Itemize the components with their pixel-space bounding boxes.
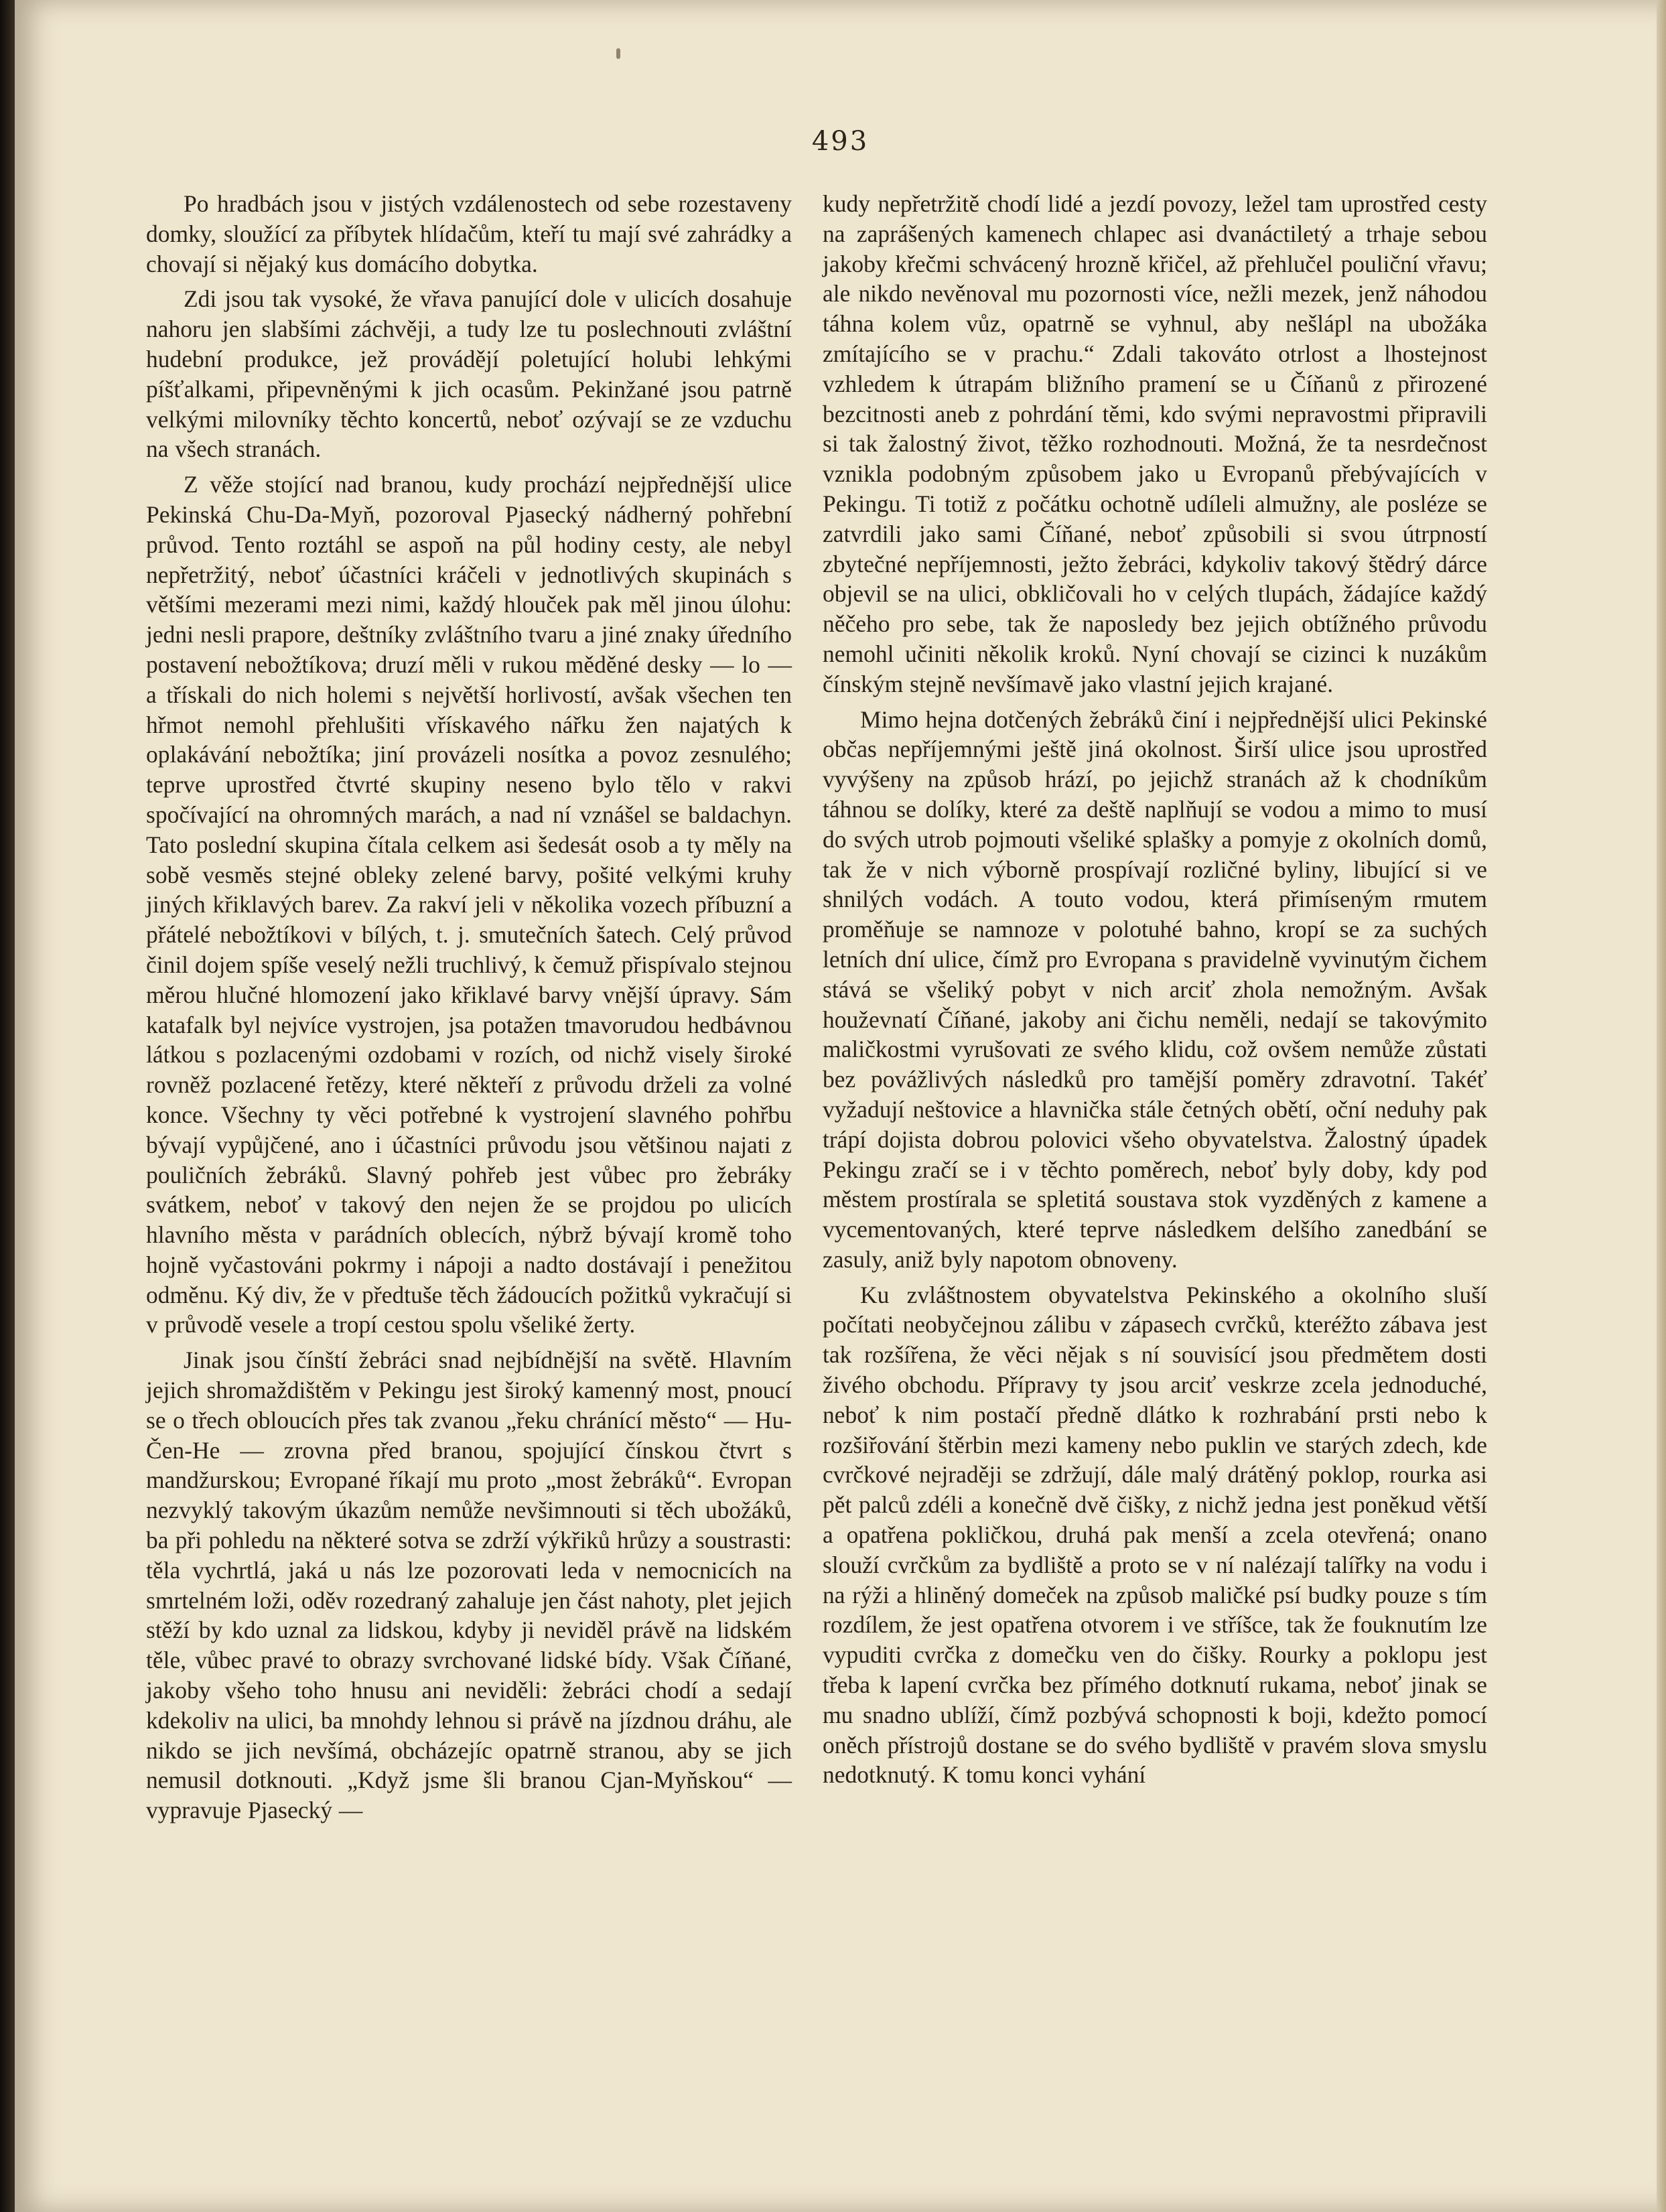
paragraph-right-1: kudy nepřetržitě chodí lidé a jezdí povozy, ležel tam uprostřed cesty na zaprášených kamenech chlapec asi dvanáctiletý a trhaje sebou jakoby křečmi schvácený hrozně křičel, až přehlučel pouliční vřavu; ale nikdo nevěnoval mu pozornosti více, nežli mezek, jenž náhodou táhna kolem vůz, opatrně se vyhnul, aby nešlápl na ubožáka zmítajícího se v prachu.“ Zdali takováto otrlost a lhostejnost vzhledem k útrapám bližního pramení se u Číňanů z přirozené bezcitnosti aneb z pohrdání těmi, kdo svými nepravostmi připravili si tak žalostný život, těžko rozhodnouti. Možná, že ta nesrdečnost vznikla podobným způsobem jako u Evropanů přebývajících v Pekingu. Ti totiž z počátku ochotně udíleli almužny, ale posléze se zatvrdili jako sami Číňané, neboť způsobili si svou útrpností zbytečné nepříjemnosti, ježto žebráci, kdykoliv takový štědrý dárce objevil se na ulici, obkličovali ho v celých tlupách, žádajíce každý něčeho pro sebe, tak že naposledy bez jejich obtížného průvodu nemohl učiniti několik kroků. Nyní chovají se cizinci k nuzákům čínským stejně nevšímavě jako vlastní jejich krajané. [823,190,1487,697]
paragraph-right-3: Ku zvláštnostem obyvatelstva Pekinského a okolního sluší počítati neobyčejnou zálibu v zápasech cvrčků, kteréžto zábava jest tak rozšířena, že věci nějak s ní souvisící jsou předmětem dosti živého obchodu. Přípravy ty jsou arciť veskrze zcela jednoduché, neboť k nim postačí předně dlátko k rozhrabání prsti nebo k rozšiřování štěrbin mezi kameny nebo puklin ve starých zdech, kde cvrčkové nejraději se zdržují, dále malý drátěný poklop, rourka asi pět palců zdéli a konečně dvě čišky, z nichž jedna jest poněkud větší a opatřena pokličkou, druhá pak menší a zcela otevřená; onano slouží cvrčkům za bydliště a proto se v ní nalézají talířky na vodu i na rýži a hliněný domeček na způsob maličké psí budky pouze s tím rozdílem, že jest opatřena otvorem i ve stříšce, tak že fouknutím lze vypuditi cvrčka z domečku ven do čišky. Rourky a poklopu jest třeba k lapení cvrčka bez přímého dotknutí rukama, neboť jinak se mu snadno ublíží, čímž pozbývá schopnosti k boji, kdežto pomocí oněch přístrojů dostane se do svého bydliště v pravém slova smyslu nedotknutý. K tomu konci vyhání [823,1281,1487,1789]
paragraph-left-4: Jinak jsou čínští žebráci snad nejbídnější na světě. Hlavním jejich shromaždištěm v Pekingu jest široký kamenný most, pnoucí se o třech obloucích přes tak zvanou „řeku chránící město“ — Hu-Čen-He — zrovna před branou, spojující čínskou čtvrt s mandžurskou; Evropané říkají mu proto „most žebráků“. Evropan nezvyklý takovým úkazům nemůže nevšimnouti si těch ubožáků, ba při pohledu na některé sotva se zdrží výkřiků hrůzy a soustrasti: těla vychrtlá, jaká u nás lze pozorovati leda v nemocnicích na smrtelném loži, oděv rozedraný zahaluje jen část nahoty, plet jejich stěží by kdo uznal za lidskou, kdyby ji neviděl právě na lidském těle, vůbec pravé to obrazy svrchované lidské bídy. Však Číňané, jakoby všeho toho hnusu ani neviděli: žebráci chodí a sedají kdekoliv na ulici, ba mnohdy lehnou si právě na jízdnou dráhu, ale nikdo se jich nevšímá, obcházejíc opatrně stranou, aby se jich nemusil dotknouti. „Když jsme šli branou Cjan-Myňskou“ — vypravuje Pjasecký — [146,1346,792,1824]
page-number: 493 [811,126,870,157]
book-page [15,0,1666,2212]
paragraph-left-1: Po hradbách jsou v jistých vzdálenostech od sebe rozestaveny domky, sloužící za příbytek hlídačům, kteří tu mají své zahrádky a chovají si nějaký kus domácího dobytka. [146,190,792,277]
scan-edge [1657,0,1666,2212]
paragraph-right-2: Mimo hejna dotčených žebráků činí i nejpřednější ulici Pekinské občas nepříjemnými ještě jiná okolnost. Širší ulice jsou uprostřed vyvýšeny na způsob hrází, po jejichž stranách až k chodníkům táhnou se dolíky, které za deště naplňují se vodou a mimo to musí do svých utrob pojmouti všeliké splašky a pomyje z okolních domů, tak že v nich výborně prospívají rozličné byliny, libující si ve shnilých vodách. A touto vodou, která přimíseným rmutem proměňuje se namnoze v polotuhé bahno, kropí se za suchých letních dní ulice, čímž pro Evropana s pravidelně vyvinutým čichem stává se všeliký pobyt v nich arciť zhola nemožným. Avšak houževnatí Číňané, jakoby ani čichu neměli, nedají se takovýmito maličkostmi vyrušovati ze svého klidu, což ovšem nemůže zůstati bez povážlivých následků pro tamější poměry zdravotní. Takéť vyžadují neštovice a hlavnička stále četných obětí, oční neduhy pak trápí dojista dobrou polovici všeho obyvatelstva. Žalostný úpadek Pekingu zračí se i v těchto poměrech, neboť byly doby, kdy pod městem prostírala se spletitá soustava stok vyzděných z kamene a vycementovaných, které teprve následkem delšího zanedbání se zasuly, aniž byly napotom obnoveny. [823,705,1487,1273]
paragraph-left-2: Zdi jsou tak vysoké, že vřava panující dole v ulicích dosahuje nahoru jen slabšími záchvěji, a tudy lze tu poslechnouti zvláštní hudební produkce, jež provádějí poletující holubi lehkými píšťalkami, připevněnými k jich ocasům. Pekinžané jsou patrně velkými milovníky těchto koncertů, neboť ozývají se ze vzduchu na všech stranách. [146,285,792,463]
paragraph-left-3: Z věže stojící nad branou, kudy prochází nejpřednější ulice Pekinská Chu-Da-Myň, pozoroval Pjasecký nádherný pohřební průvod. Tento roztáhl se aspoň na půl hodiny cesty, ale nebyl nepřetržitý, neboť účastníci kráčeli v jednotlivých skupinách s většími mezerami mezi nimi, každý hlouček pak měl jinou úlohu: jedni nesli prapore, deštníky zvláštního tvaru a jiné znaky úředního postavení nebožtíkova; druzí měli v rukou měděné desky — lo — a třískali do nich holemi s největší horlivostí, avšak všechen ten hřmot nemohl přehlušiti vřískavého nářku žen najatých k oplakávání nebožtíka; jiní provázeli nosítka a povoz zesnulého; teprve uprostřed čtvrté skupiny neseno bylo tělo v rakvi spočívající na ohromných marách, a nad ní vznášel se baldachyn. Tato poslední skupina čítala celkem asi šedesát osob a ty měly na sobě vesměs stejné obleky zelené barvy, pošité velkými kruhy jiných křiklavých barev. Za rakví jeli v několika vozech příbuzní a přátelé nebožtíkovi v bílých, t. j. smutečních šatech. Celý průvod činil dojem spíše veselý nežli truchlivý, k čemuž přispívalo stejnou měrou hlučné hlomození jako křiklavé barvy vnější úpravy. Sám katafalk byl nejvíce vystrojen, jsa potažen tmavorudou hedbávnou látkou s pozlacenými ozdobami v rozích, od nichž visely široké rovněž pozlacené řetězy, které někteří z průvodu drželi za volné konce. Všechny ty věci potřebné k vystrojení slavného pohřbu bývají vypůjčené, ano i účastníci průvodu jsou většinou najati z pouličních žebráků. Slavný pohřeb jest vůbec pro žebráky svátkem, neboť v takový den nejen že se projdou po ulicích hlavního města v parádních oblecích, nýbrž bývají kromě toho hojně vyčastováni pokrmy i nápoji a nadto dostávají i penežitou odměnu. Ký div, že v předtuše těch žádoucích požitků vykračují si v průvodě vesele a tropí cestou spolu všeliké žerty. [146,471,792,1338]
book-spine-shadow [0,0,15,2212]
right-column [823,189,1487,1790]
paper-speck [616,48,620,59]
left-column [146,189,792,1825]
